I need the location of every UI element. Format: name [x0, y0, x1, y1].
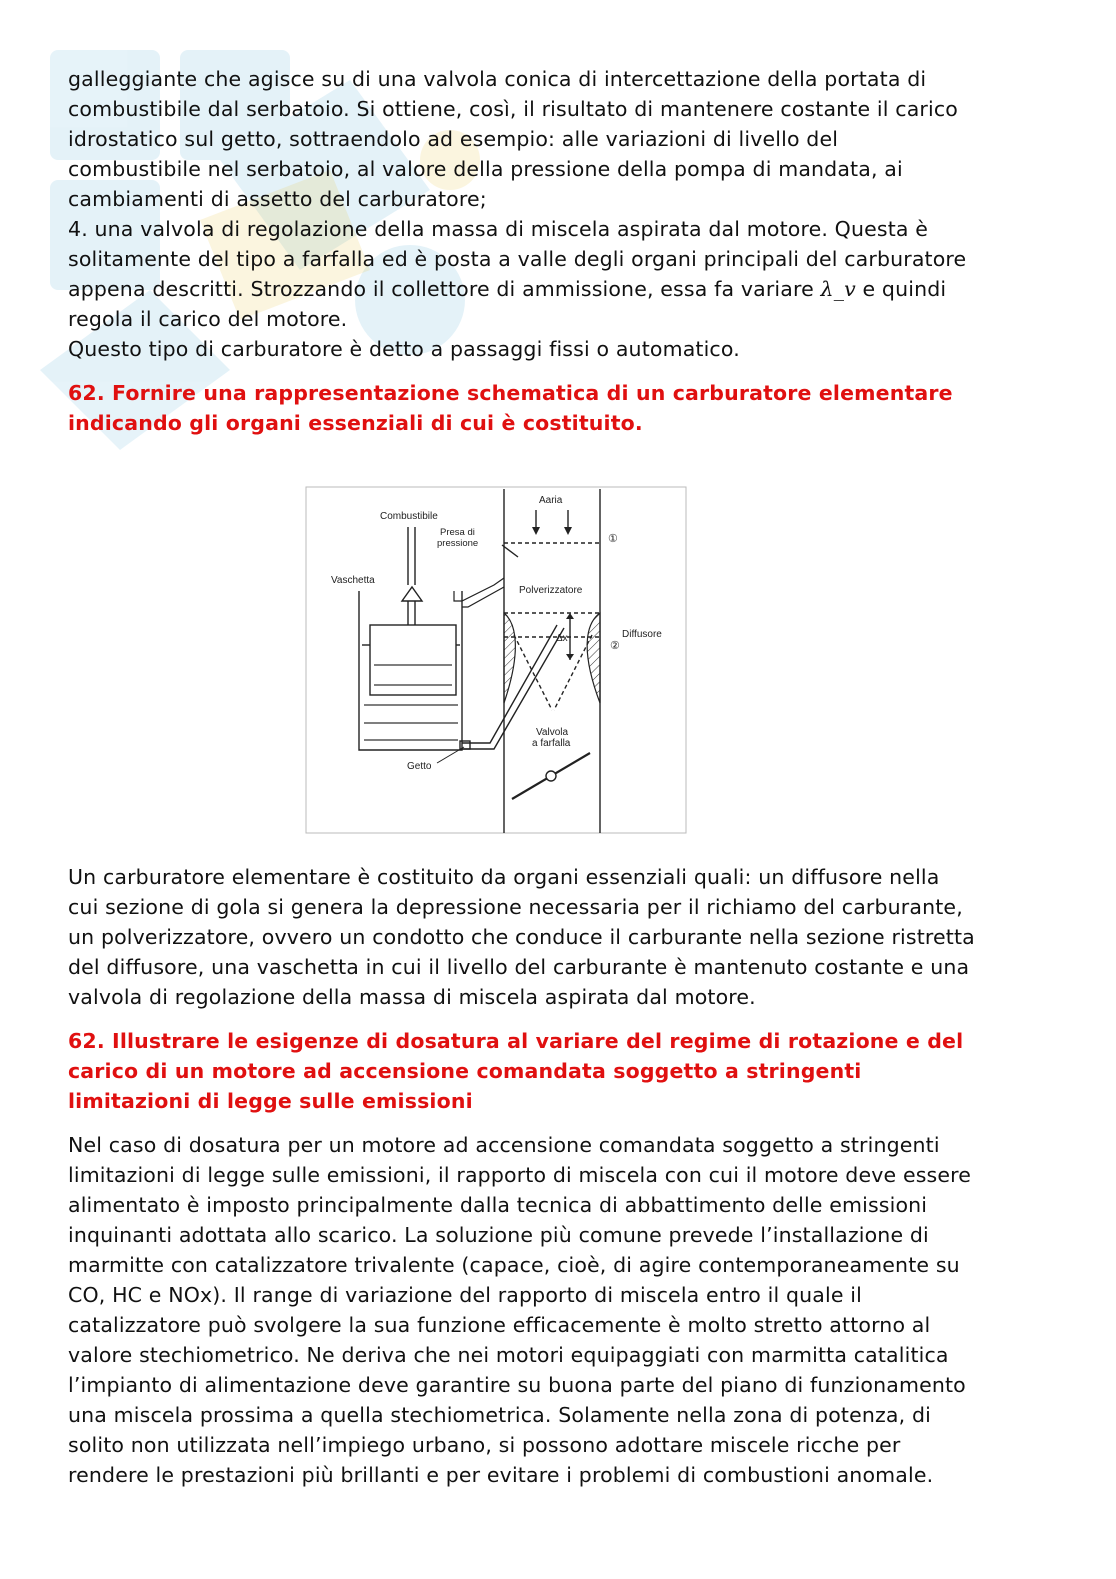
answer-paragraph-2 — [68, 1130, 1058, 1490]
text-line: combustibile dal serbatoio. Si ottiene, così, il risultato di mantenere costante il carico — [68, 97, 958, 121]
label-station-1: ① — [608, 533, 618, 545]
text-line: solito non utilizzata nell’impiego urbano, si possono adottare miscele ricche per — [68, 1433, 901, 1457]
answer-paragraph-1 — [68, 862, 1058, 1012]
text-line: Un carburatore elementare è costituito da organi essenziali quali: un diffusore nella — [68, 865, 940, 889]
text-line: combustibile nel serbatoio, al valore della pressione della pompa di mandata, ai — [68, 157, 903, 181]
text-segment: appena descritti. Strozzando il collettore di ammissione, essa fa variare — [68, 277, 821, 301]
text-line: rendere le prestazioni più brillanti e per evitare i problemi di combustioni anomale. — [68, 1463, 934, 1487]
label-diffusore: Diffusore — [622, 629, 662, 640]
question-heading-1 — [68, 378, 1058, 438]
heading-line: indicando gli organi essenziali di cui è costituito. — [68, 411, 643, 435]
text-line: 4. una valvola di regolazione della massa di miscela aspirata dal motore. Questa è — [68, 217, 929, 241]
text-line: cui sezione di gola si genera la depressione necessaria per il richiamo del carburante, — [68, 895, 963, 919]
label-valvola-2: a farfalla — [532, 738, 571, 749]
text-line: una miscela prossima a quella stechiometrica. Solamente nella zona di potenza, di — [68, 1403, 931, 1427]
text-line — [68, 274, 1058, 304]
text-line: un polverizzatore, ovvero un condotto che conduce il carburante nella sezione ristretta — [68, 925, 975, 949]
label-combustibile: Combustibile — [380, 511, 438, 522]
label-getto: Getto — [407, 761, 432, 772]
text-line: l’impianto di alimentazione deve garantire su buona parte del piano di funzionamento — [68, 1373, 966, 1397]
text-line: cambiamenti di assetto del carburatore; — [68, 187, 487, 211]
label-vaschetta: Vaschetta — [331, 575, 375, 586]
question-heading-2 — [68, 1026, 1058, 1116]
text-line: Questo tipo di carburatore è detto a passaggi fissi o automatico. — [68, 337, 740, 361]
label-delta-x: Δx — [556, 633, 568, 644]
carburetor-diagram — [304, 485, 688, 837]
text-line: regola il carico del motore. — [68, 307, 348, 331]
intro-paragraph — [68, 64, 1058, 364]
text-line: alimentato è imposto principalmente dalla tecnica di abbattimento delle emissioni — [68, 1193, 928, 1217]
lambda-symbol: λ_v — [820, 277, 856, 301]
heading-line: carico di un motore ad accensione comandata soggetto a stringenti — [68, 1059, 862, 1083]
label-presa-2: pressione — [437, 538, 479, 549]
label-presa-1: Presa di — [440, 527, 475, 538]
text-line: solitamente del tipo a farfalla ed è posta a valle degli organi principali del carburatore — [68, 247, 967, 271]
text-line: idrostatico sul getto, sottraendolo ad esempio: alle variazioni di livello del — [68, 127, 839, 151]
text-line: valvola di regolazione della massa di miscela aspirata dal motore. — [68, 985, 756, 1009]
heading-line: 62. Fornire una rappresentazione schematica di un carburatore elementare — [68, 381, 953, 405]
heading-line: 62. Illustrare le esigenze di dosatura al variare del regime di rotazione e del — [68, 1029, 964, 1053]
text-line: del diffusore, una vaschetta in cui il livello del carburante è mantenuto costante e una — [68, 955, 970, 979]
text-line: limitazioni di legge sulle emissioni, il rapporto di miscela con cui il motore deve essere — [68, 1163, 972, 1187]
heading-line: limitazioni di legge sulle emissioni — [68, 1089, 473, 1113]
text-line: inquinanti adottata allo scarico. La soluzione più comune prevede l’installazione di — [68, 1223, 929, 1247]
text-line: marmitte con catalizzatore trivalente (capace, cioè, di agire contemporaneamente su — [68, 1253, 960, 1277]
label-valvola-1: Valvola — [536, 727, 569, 738]
text-line: galleggiante che agisce su di una valvola conica di intercettazione della portata di — [68, 67, 927, 91]
text-segment: e quindi — [855, 277, 947, 301]
label-aria: Aaria — [539, 495, 563, 506]
lower-content — [68, 862, 1058, 1490]
text-line: catalizzatore può svolgere la sua funzione efficacemente è molto stretto attorno al — [68, 1313, 931, 1337]
label-polverizzatore: Polverizzatore — [519, 585, 583, 596]
label-station-2: ② — [610, 640, 620, 652]
text-line: CO, HC e NOx). Il range di variazione del rapporto di miscela entro il quale il — [68, 1283, 862, 1307]
main-content — [68, 64, 1058, 438]
text-line: valore stechiometrico. Ne deriva che nei motori equipaggiati con marmitta catalitica — [68, 1343, 949, 1367]
text-line: Nel caso di dosatura per un motore ad accensione comandata soggetto a stringenti — [68, 1133, 940, 1157]
